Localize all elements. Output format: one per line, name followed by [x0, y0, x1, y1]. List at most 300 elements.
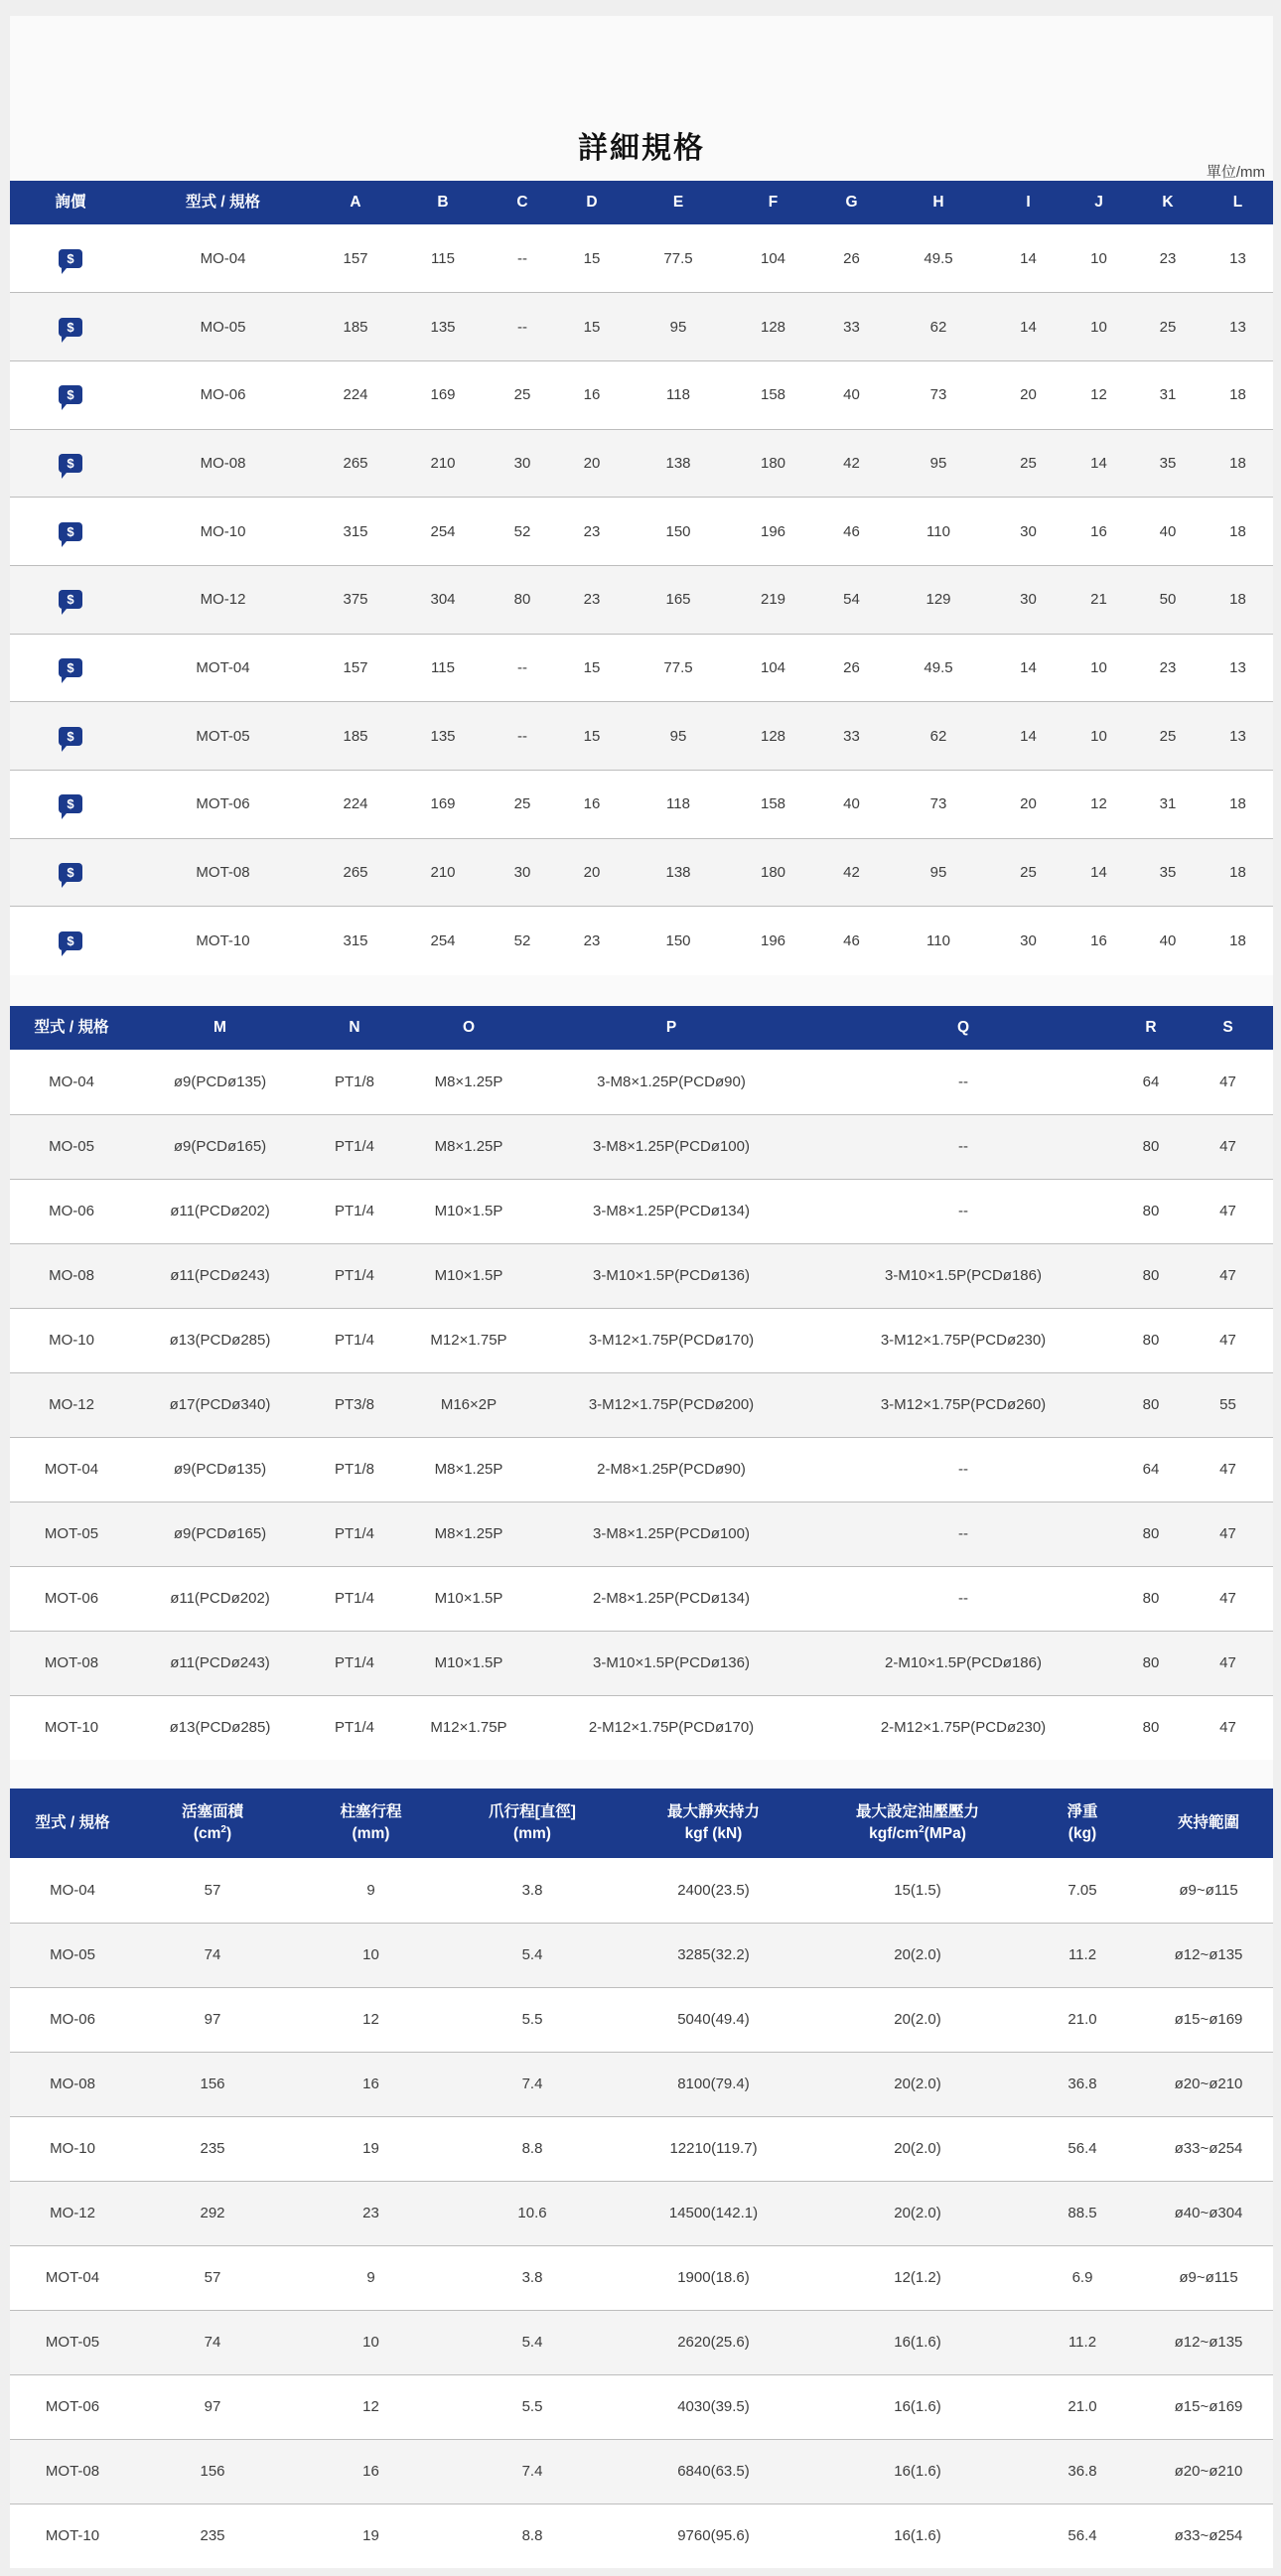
model-cell: MO-06: [131, 360, 315, 429]
table-cell: 49.5: [885, 224, 992, 293]
table-cell: PT1/8: [307, 1050, 402, 1114]
table-row: [10, 634, 1273, 702]
table-cell: 31: [1133, 771, 1203, 839]
table-cell: 16: [1065, 498, 1133, 566]
table-cell: 157: [315, 224, 396, 293]
table-cell: 10: [1065, 224, 1133, 293]
table-header-row: [10, 181, 1273, 224]
table-cell: 47: [1183, 1050, 1273, 1114]
table-cell: 315: [315, 907, 396, 975]
column-header: C: [490, 181, 555, 224]
table-cell: 375: [315, 565, 396, 634]
table-cell: 80: [1119, 1243, 1183, 1308]
table-cell: 219: [728, 565, 818, 634]
table-cell: 20(2.0): [814, 2052, 1021, 2116]
model-cell: MOT-05: [10, 1502, 133, 1566]
model-cell: MO-06: [10, 1987, 135, 2052]
table-cell: 254: [396, 907, 490, 975]
column-header: [290, 1789, 452, 1858]
model-cell: MO-12: [10, 1372, 133, 1437]
table-cell: 21.0: [1021, 2374, 1144, 2439]
table-cell: 25: [1133, 293, 1203, 361]
column-header: H: [885, 181, 992, 224]
table-cell: 5.5: [452, 1987, 613, 2052]
table-cell: 315: [315, 498, 396, 566]
table-cell: 10: [1065, 634, 1133, 702]
column-header: [1144, 1789, 1273, 1858]
table-cell: 13: [1203, 224, 1273, 293]
table-cell: 12: [290, 2374, 452, 2439]
model-cell: MOT-06: [10, 1566, 133, 1631]
table-cell: 56.4: [1021, 2504, 1144, 2568]
table-cell: 3-M8×1.25P(PCDø90): [535, 1050, 807, 1114]
column-header: O: [402, 1006, 535, 1050]
table-cell: 14500(142.1): [613, 2181, 814, 2245]
table-cell: 23: [1133, 634, 1203, 702]
table-cell: 2-M8×1.25P(PCDø90): [535, 1437, 807, 1502]
table-cell: 13: [1203, 634, 1273, 702]
table-cell: 23: [290, 2181, 452, 2245]
table-cell: 1900(18.6): [613, 2245, 814, 2310]
table-cell: PT1/4: [307, 1114, 402, 1179]
table-cell: 158: [728, 360, 818, 429]
column-header: R: [1119, 1006, 1183, 1050]
model-cell: MOT-08: [10, 2439, 135, 2504]
table-cell: 95: [629, 702, 728, 771]
table-cell: 9: [290, 1858, 452, 1923]
table-cell: ø13(PCDø285): [133, 1308, 307, 1372]
model-cell: MOT-10: [10, 1695, 133, 1760]
model-cell: MO-10: [131, 498, 315, 566]
column-header: I: [992, 181, 1065, 224]
table-cell: 118: [629, 360, 728, 429]
table-row: [10, 907, 1273, 975]
table-cell: 14: [992, 293, 1065, 361]
table-cell: 5.5: [452, 2374, 613, 2439]
table-cell: 62: [885, 702, 992, 771]
table-cell: 35: [1133, 838, 1203, 907]
table-cell: 80: [1119, 1372, 1183, 1437]
table-cell: M8×1.25P: [402, 1050, 535, 1114]
model-cell: MO-12: [10, 2181, 135, 2245]
dimension-table-m-s: [10, 1006, 1273, 1760]
table-cell: ø9(PCDø135): [133, 1437, 307, 1502]
table-cell: 20: [992, 360, 1065, 429]
quote-cell: [10, 771, 131, 839]
table-cell: ø40~ø304: [1144, 2181, 1273, 2245]
table-cell: PT1/4: [307, 1566, 402, 1631]
table-cell: 25: [1133, 702, 1203, 771]
quote-dollar-icon[interactable]: $: [59, 863, 82, 882]
table-cell: 135: [396, 293, 490, 361]
quote-cell: [10, 907, 131, 975]
table-cell: 80: [1119, 1502, 1183, 1566]
table-cell: 292: [135, 2181, 290, 2245]
table-cell: 6840(63.5): [613, 2439, 814, 2504]
quote-dollar-icon[interactable]: $: [59, 931, 82, 950]
table-row: [10, 1050, 1273, 1114]
model-cell: MO-12: [131, 565, 315, 634]
table-cell: 304: [396, 565, 490, 634]
table-cell: ø11(PCDø243): [133, 1243, 307, 1308]
table-cell: ø9(PCDø165): [133, 1114, 307, 1179]
quote-dollar-icon[interactable]: $: [59, 454, 82, 473]
table-cell: 9760(95.6): [613, 2504, 814, 2568]
column-header: E: [629, 181, 728, 224]
table-cell: 30: [490, 838, 555, 907]
table-cell: 16: [290, 2052, 452, 2116]
table-cell: 157: [315, 634, 396, 702]
table-cell: 12: [1065, 771, 1133, 839]
table-cell: 80: [1119, 1308, 1183, 1372]
column-header: 型式 / 規格: [131, 181, 315, 224]
column-header: 詢價: [10, 181, 131, 224]
column-header: J: [1065, 181, 1133, 224]
table-row: [10, 224, 1273, 293]
table-cell: 224: [315, 360, 396, 429]
table-cell: 52: [490, 907, 555, 975]
table-row: [10, 1566, 1273, 1631]
table-cell: 40: [818, 771, 885, 839]
table-cell: 265: [315, 429, 396, 498]
table-cell: 23: [1133, 224, 1203, 293]
table-cell: 80: [1119, 1566, 1183, 1631]
table-cell: 14: [992, 634, 1065, 702]
table-cell: 18: [1203, 565, 1273, 634]
table-cell: 12: [290, 1987, 452, 2052]
table-cell: 57: [135, 1858, 290, 1923]
table-cell: 20: [555, 429, 629, 498]
table-cell: 26: [818, 634, 885, 702]
table-cell: 110: [885, 907, 992, 975]
model-cell: MO-08: [131, 429, 315, 498]
quote-dollar-icon[interactable]: $: [59, 794, 82, 813]
table-header-row: [10, 1789, 1273, 1858]
table-cell: 77.5: [629, 224, 728, 293]
model-cell: MOT-08: [10, 1631, 133, 1695]
table-cell: PT1/4: [307, 1695, 402, 1760]
table-cell: M8×1.25P: [402, 1437, 535, 1502]
table-cell: 3-M8×1.25P(PCDø100): [535, 1114, 807, 1179]
quote-cell: [10, 838, 131, 907]
table-cell: ø12~ø135: [1144, 1923, 1273, 1987]
table-cell: 235: [135, 2116, 290, 2181]
table-cell: 169: [396, 771, 490, 839]
table-cell: M12×1.75P: [402, 1308, 535, 1372]
quote-dollar-icon[interactable]: $: [59, 522, 82, 541]
table-cell: ø11(PCDø202): [133, 1179, 307, 1243]
table-row: [10, 2439, 1273, 2504]
table-cell: 2-M10×1.5P(PCDø186): [807, 1631, 1119, 1695]
table-cell: 180: [728, 838, 818, 907]
table-cell: 18: [1203, 838, 1273, 907]
quote-cell: [10, 565, 131, 634]
column-header: [1021, 1789, 1144, 1858]
table-cell: 46: [818, 907, 885, 975]
table-cell: 150: [629, 907, 728, 975]
table-cell: 3-M12×1.75P(PCDø200): [535, 1372, 807, 1437]
table-cell: 50: [1133, 565, 1203, 634]
table-cell: 10: [1065, 702, 1133, 771]
table-cell: --: [490, 224, 555, 293]
model-cell: MO-10: [10, 2116, 135, 2181]
table-cell: 16(1.6): [814, 2374, 1021, 2439]
column-header-line1: 柱塞行程: [340, 1803, 402, 1820]
table-cell: 36.8: [1021, 2052, 1144, 2116]
table-cell: 47: [1183, 1695, 1273, 1760]
table-cell: PT1/8: [307, 1437, 402, 1502]
table-cell: 10: [290, 1923, 452, 1987]
table-cell: --: [807, 1502, 1119, 1566]
table-cell: 18: [1203, 907, 1273, 975]
table-cell: ø20~ø210: [1144, 2439, 1273, 2504]
table-cell: 46: [818, 498, 885, 566]
table-cell: ø11(PCDø243): [133, 1631, 307, 1695]
table-row: [10, 2245, 1273, 2310]
table-cell: ø9~ø115: [1144, 2245, 1273, 2310]
table-cell: 42: [818, 429, 885, 498]
table-row: [10, 498, 1273, 566]
table-cell: 118: [629, 771, 728, 839]
quote-cell: [10, 224, 131, 293]
quote-cell: [10, 634, 131, 702]
table-cell: 115: [396, 634, 490, 702]
table-cell: 80: [1119, 1179, 1183, 1243]
table-row: [10, 1308, 1273, 1372]
model-cell: MOT-06: [10, 2374, 135, 2439]
table-cell: 40: [1133, 498, 1203, 566]
table-cell: --: [807, 1437, 1119, 1502]
table-cell: 129: [885, 565, 992, 634]
table-cell: 4030(39.5): [613, 2374, 814, 2439]
table-cell: 7.4: [452, 2439, 613, 2504]
table-row: [10, 771, 1273, 839]
model-cell: MO-05: [10, 1923, 135, 1987]
table-cell: 49.5: [885, 634, 992, 702]
table-cell: 265: [315, 838, 396, 907]
table-cell: 25: [992, 838, 1065, 907]
table-row: [10, 1858, 1273, 1923]
table-cell: 11.2: [1021, 2310, 1144, 2374]
table-cell: 14: [992, 702, 1065, 771]
table-cell: ø9(PCDø135): [133, 1050, 307, 1114]
table-cell: 55: [1183, 1372, 1273, 1437]
table-cell: 180: [728, 429, 818, 498]
table-cell: 104: [728, 634, 818, 702]
table-header-row: [10, 1006, 1273, 1050]
table-cell: 13: [1203, 293, 1273, 361]
model-cell: MOT-10: [131, 907, 315, 975]
table-cell: 47: [1183, 1243, 1273, 1308]
quote-dollar-icon[interactable]: $: [59, 658, 82, 677]
table-cell: 196: [728, 907, 818, 975]
table-cell: 254: [396, 498, 490, 566]
table-cell: 10.6: [452, 2181, 613, 2245]
table-cell: M12×1.75P: [402, 1695, 535, 1760]
table-cell: 3-M10×1.5P(PCDø136): [535, 1631, 807, 1695]
table-cell: ø15~ø169: [1144, 1987, 1273, 2052]
table-cell: 21.0: [1021, 1987, 1144, 2052]
table-cell: 128: [728, 293, 818, 361]
quote-dollar-icon[interactable]: $: [59, 318, 82, 337]
model-cell: MOT-10: [10, 2504, 135, 2568]
table-cell: 73: [885, 771, 992, 839]
table-cell: 88.5: [1021, 2181, 1144, 2245]
table-cell: 10: [290, 2310, 452, 2374]
table-cell: PT1/4: [307, 1502, 402, 1566]
table-cell: 25: [490, 360, 555, 429]
table-cell: 33: [818, 293, 885, 361]
column-header: K: [1133, 181, 1203, 224]
table-cell: M10×1.5P: [402, 1566, 535, 1631]
column-header: G: [818, 181, 885, 224]
table-cell: 3-M10×1.5P(PCDø136): [535, 1243, 807, 1308]
model-cell: MOT-04: [131, 634, 315, 702]
column-header-line1: 最大靜夾持力: [666, 1803, 760, 1820]
table-cell: 14: [1065, 838, 1133, 907]
table-cell: 3-M12×1.75P(PCDø170): [535, 1308, 807, 1372]
table-cell: 23: [555, 498, 629, 566]
table-cell: 11.2: [1021, 1923, 1144, 1987]
table-cell: ø11(PCDø202): [133, 1566, 307, 1631]
model-cell: MO-08: [10, 2052, 135, 2116]
table-cell: 3-M8×1.25P(PCDø134): [535, 1179, 807, 1243]
table-cell: 30: [992, 907, 1065, 975]
table-cell: 3.8: [452, 1858, 613, 1923]
table-row: [10, 1502, 1273, 1566]
quote-dollar-icon[interactable]: $: [59, 249, 82, 268]
table-cell: M8×1.25P: [402, 1114, 535, 1179]
table-cell: 95: [885, 429, 992, 498]
table-row: [10, 1372, 1273, 1437]
table-cell: 73: [885, 360, 992, 429]
table-row: [10, 1987, 1273, 2052]
table-cell: 3285(32.2): [613, 1923, 814, 1987]
table-cell: 80: [1119, 1114, 1183, 1179]
table-cell: --: [490, 293, 555, 361]
column-header-line2: (mm): [513, 1825, 551, 1842]
column-header: L: [1203, 181, 1273, 224]
table-row: [10, 1114, 1273, 1179]
table-cell: 2-M8×1.25P(PCDø134): [535, 1566, 807, 1631]
model-cell: MOT-05: [131, 702, 315, 771]
model-cell: MOT-08: [131, 838, 315, 907]
table-cell: 47: [1183, 1566, 1273, 1631]
column-header-line2: (kg): [1068, 1825, 1097, 1842]
table-row: [10, 429, 1273, 498]
table-row: [10, 360, 1273, 429]
model-cell: MOT-04: [10, 2245, 135, 2310]
table-cell: 185: [315, 702, 396, 771]
table-row: [10, 1923, 1273, 1987]
table-cell: 54: [818, 565, 885, 634]
table-cell: 97: [135, 1987, 290, 2052]
table-cell: 3-M12×1.75P(PCDø230): [807, 1308, 1119, 1372]
model-cell: MOT-04: [10, 1437, 133, 1502]
table-cell: 97: [135, 2374, 290, 2439]
table-row: [10, 2181, 1273, 2245]
column-header-line1: 活塞面積: [181, 1803, 243, 1820]
table-cell: 47: [1183, 1114, 1273, 1179]
table-cell: 185: [315, 293, 396, 361]
table-cell: 15: [555, 224, 629, 293]
table-cell: 36.8: [1021, 2439, 1144, 2504]
table-cell: --: [490, 634, 555, 702]
model-cell: MOT-05: [10, 2310, 135, 2374]
table-cell: 25: [992, 429, 1065, 498]
table-cell: 13: [1203, 702, 1273, 771]
table-cell: 14: [992, 224, 1065, 293]
column-header: [452, 1789, 613, 1858]
table-row: [10, 838, 1273, 907]
table-cell: 7.05: [1021, 1858, 1144, 1923]
performance-table: [10, 1789, 1273, 2568]
column-header: [135, 1789, 290, 1858]
table-cell: 5040(49.4): [613, 1987, 814, 2052]
table-cell: 20(2.0): [814, 1987, 1021, 2052]
table-cell: 16: [290, 2439, 452, 2504]
table-cell: M8×1.25P: [402, 1502, 535, 1566]
column-header-line2: (mm): [352, 1825, 390, 1842]
table-cell: 20(2.0): [814, 1923, 1021, 1987]
table-row: [10, 2310, 1273, 2374]
table-cell: 5.4: [452, 2310, 613, 2374]
table-cell: 21: [1065, 565, 1133, 634]
table-row: [10, 2504, 1273, 2568]
column-header: Q: [807, 1006, 1119, 1050]
table-cell: 158: [728, 771, 818, 839]
table-cell: PT1/4: [307, 1243, 402, 1308]
table-row: [10, 293, 1273, 361]
quote-cell: [10, 702, 131, 771]
table-cell: 138: [629, 429, 728, 498]
column-header: 型式 / 規格: [10, 1006, 133, 1050]
table-row: [10, 2116, 1273, 2181]
model-cell: MO-04: [10, 1050, 133, 1114]
table-cell: 110: [885, 498, 992, 566]
table-cell: 2400(23.5): [613, 1858, 814, 1923]
table-cell: 18: [1203, 360, 1273, 429]
quote-dollar-icon[interactable]: $: [59, 727, 82, 746]
table-cell: 210: [396, 838, 490, 907]
quote-dollar-icon[interactable]: $: [59, 590, 82, 609]
table-cell: 74: [135, 2310, 290, 2374]
table-cell: PT1/4: [307, 1631, 402, 1695]
table-cell: M10×1.5P: [402, 1179, 535, 1243]
table-cell: 42: [818, 838, 885, 907]
table-cell: 8.8: [452, 2504, 613, 2568]
table-cell: 150: [629, 498, 728, 566]
unit-label: 單位/mm: [1206, 164, 1265, 181]
column-header-line2: kgf (kN): [684, 1825, 743, 1842]
table-cell: 35: [1133, 429, 1203, 498]
model-cell: MO-05: [10, 1114, 133, 1179]
table-cell: 12210(119.7): [613, 2116, 814, 2181]
column-header-superscript: 2: [919, 1823, 925, 1835]
table-cell: 95: [885, 838, 992, 907]
table-cell: 30: [992, 565, 1065, 634]
table-cell: 235: [135, 2504, 290, 2568]
table-cell: 15: [555, 702, 629, 771]
table-cell: 138: [629, 838, 728, 907]
table-cell: 9: [290, 2245, 452, 2310]
quote-dollar-icon[interactable]: $: [59, 385, 82, 404]
table-cell: ø9(PCDø165): [133, 1502, 307, 1566]
table-cell: 62: [885, 293, 992, 361]
table-cell: 15(1.5): [814, 1858, 1021, 1923]
table-cell: 224: [315, 771, 396, 839]
column-header-line1: 爪行程[直徑]: [489, 1803, 576, 1820]
